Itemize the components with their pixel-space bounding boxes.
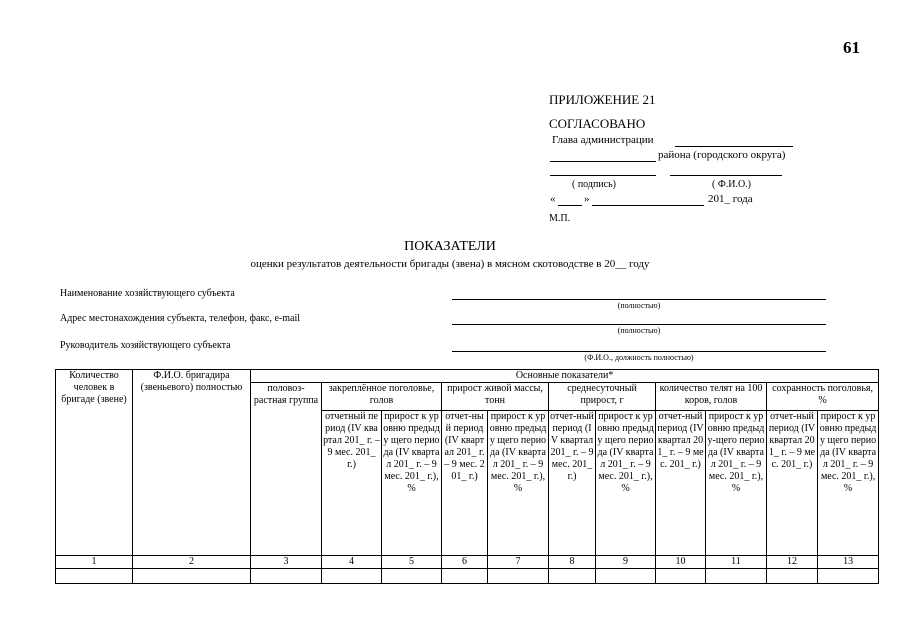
column-number: 4 [322,556,382,569]
month-line [592,205,704,206]
table-cell [706,569,767,584]
col-header-people: Количество человек в бригаде (звене) [56,370,133,556]
column-number: 11 [706,556,767,569]
column-number: 3 [251,556,322,569]
date-open-quote: « [550,193,556,205]
col-header-main-indicators: Основные показатели* [251,370,879,383]
column-number: 5 [382,556,442,569]
table-cell [656,569,706,584]
table-cell [56,569,133,584]
appendix-label: ПРИЛОЖЕНИЕ 21 [549,92,656,107]
col-header-leader: Ф.И.О. бригадира (звеньевого) полностью [133,370,251,556]
doc-subtitle: оценки результатов деятельности бригады (звена) в мясном скотоводстве в 20__ году [250,258,650,270]
sub-header-growth: прирост к уровню предыду щего периода (IV квартал 201_ г. – 9 мес. 201_ г.), % [382,411,442,556]
table-cell [133,569,251,584]
column-number: 13 [818,556,879,569]
column-number: 12 [767,556,818,569]
sub-header-growth: прирост к уровню предыду щего периода (IV квартал 201_ г. – 9 мес. 201_ г.), % [488,411,549,556]
stamp-label: М.П. [549,213,571,224]
column-number: 9 [596,556,656,569]
district-line-label: района (городского округа) [658,149,786,161]
table-row [56,569,879,584]
address-label: Адрес местонахождения субъекта, телефон, факс, e-mail [60,313,301,324]
sub-header-period: отчет-ный период (IV квартал 201_ г. – 9 мес. 201_ г.) [549,411,596,556]
column-number: 2 [133,556,251,569]
col-group-weight-gain: прирост живой массы, тонн [442,383,549,411]
day-line [558,205,582,206]
col-group-preservation: сохранность поголовья, % [767,383,879,411]
page-number: 61 [843,38,860,57]
year-label: 201_ года [708,193,753,205]
col-group-calves: количество телят на 100 коров, голов [656,383,767,411]
column-number: 8 [549,556,596,569]
agreed-label: СОГЛАСОВАНО [549,116,646,131]
col-group-daily-gain: среднесуточный прирост, г [549,383,656,411]
sub-header-growth: прирост к уровню предыду щего периода (IV квартал 201_ г. – 9 мес. 201_ г.), % [818,411,879,556]
indicators-table [55,369,879,584]
col-group-livestock: закреплённое поголовье, голов [322,383,442,411]
head-name-line [675,146,793,147]
table-cell [488,569,549,584]
table-cell [322,569,382,584]
signature-line [550,175,656,176]
fio-line [670,175,782,176]
district-name-line [550,161,656,162]
sub-header-period: отчетный период (IV квартал 201_ г. – 9 мес. 201_ г.) [322,411,382,556]
sub-header-growth: прирост к уровню предыду-щего периода (IV квартал 201_ г. – 9 мес. 201_ г.), % [706,411,767,556]
column-number: 1 [56,556,133,569]
col-header-age-group: половоз-растная группа [251,383,322,556]
sub-header-period: отчет-ный период (IV квартал 201_ г. – 9 мес. 201_ г.) [656,411,706,556]
head-line [452,351,826,352]
table-cell [549,569,596,584]
signature-label: ( подпись) [572,179,617,190]
head-label: Руководитель хозяйствующего субъекта [60,340,231,351]
org-name-hint: (полностью) [617,301,661,310]
fio-label: ( Ф.И.О.) [712,179,752,190]
address-line [452,324,826,325]
table-cell [442,569,488,584]
column-number: 10 [656,556,706,569]
org-name-line [452,299,826,300]
sub-header-period: отчет-ный период (IV квартал 201_ г. – 9 мес. 201_ г.) [442,411,488,556]
head-line-label: Глава администрации [552,134,654,146]
table-cell [596,569,656,584]
head-hint: (Ф.И.О., должность полностью) [584,353,694,362]
address-hint: (полностью) [617,326,661,335]
table-cell [818,569,879,584]
date-close-quote: » [584,193,590,205]
doc-title: ПОКАЗАТЕЛИ [404,239,496,254]
column-number: 7 [488,556,549,569]
table-cell [767,569,818,584]
table-cell [382,569,442,584]
org-name-label: Наименование хозяйствующего субъекта [60,288,235,299]
sub-header-growth: прирост к уровню предыду щего периода (IV квартал 201_ г. – 9 мес. 201_ г.), % [596,411,656,556]
sub-header-period: отчет-ный период (IV квартал 201_ г. – 9 мес. 201_ г.) [767,411,818,556]
column-number: 6 [442,556,488,569]
table-cell [251,569,322,584]
